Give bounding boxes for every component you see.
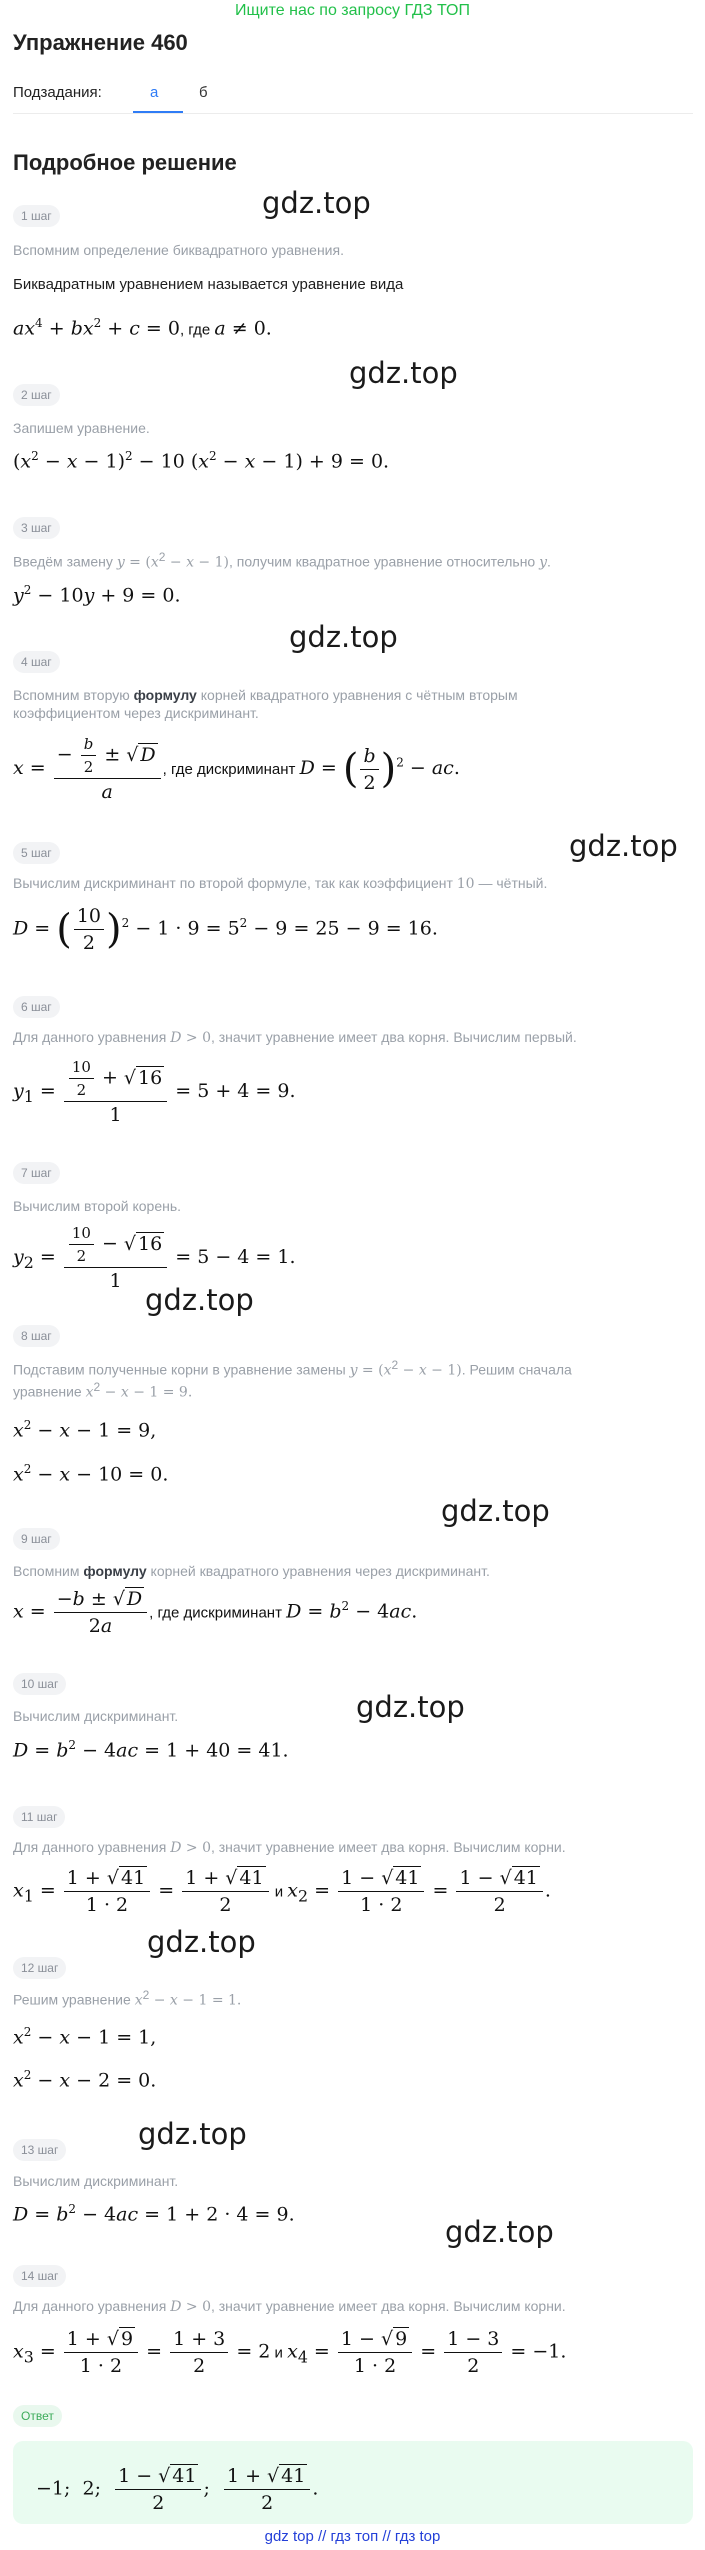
footer-links[interactable]: gdz top // гдз топ // гдз top <box>264 2528 441 2545</box>
step-badge-2: 2 шаг <box>13 384 60 406</box>
step-badge-4: 4 шаг <box>13 651 60 673</box>
subtasks-label: Подзадания: <box>13 84 102 101</box>
step-badge-14: 14 шаг <box>13 2265 66 2287</box>
step-badge-7: 7 шаг <box>13 1162 60 1184</box>
step-badge-12: 12 шаг <box>13 1957 66 1979</box>
step-badge-5: 5 шаг <box>13 842 60 864</box>
step-8-formula-1: $x^2 - x - 1 = 9$, <box>13 1418 157 1442</box>
watermark: gdz.top <box>569 829 678 863</box>
step-7-hint: Вычислим второй корень. <box>13 1198 182 1214</box>
step-5-hint: Вычислим дискриминант по второй формуле, так как коэффициент 10 — чётный. <box>13 875 548 892</box>
step-3-formula: $y^2 - 10y + 9 = 0$. <box>13 583 181 607</box>
step-2-hint: Запишем уравнение. <box>13 420 150 436</box>
tab-b[interactable]: б <box>199 84 208 101</box>
answer-badge: Ответ <box>13 2405 62 2427</box>
step-13-hint: Вычислим дискриминант. <box>13 2173 179 2189</box>
tab-a[interactable]: а <box>150 84 159 101</box>
step-11-hint: Для данного уравнения D > 0, значит уравнение имеет два корня. Вычислим корни. <box>13 1839 566 1856</box>
step-badge-6: 6 шаг <box>13 996 60 1018</box>
step-12-formula-1: $x^2 - x - 1 = 1$, <box>13 2025 157 2049</box>
watermark: gdz.top <box>138 2117 247 2151</box>
step-8-formula-2: $x^2 - x - 10 = 0$. <box>13 1462 169 1486</box>
step-1-formula: $ax^4 + bx^2 + c = 0$, где a ≠ 0. <box>13 316 272 340</box>
step-9-hint: Вспомним формулу корней квадратного уравнения через дискриминант. <box>13 1563 490 1579</box>
step-6-hint: Для данного уравнения D > 0, значит уравнение имеет два корня. Вычислим первый. <box>13 1029 577 1046</box>
watermark: gdz.top <box>441 1494 550 1528</box>
step-4-hint-2: коэффициентом через дискриминант. <box>13 705 259 721</box>
step-badge-3: 3 шаг <box>13 517 60 539</box>
step-10-formula: $D = b^2 - 4ac = 1 + 40 = 41$. <box>13 1738 289 1762</box>
step-3-hint: Введём замену $y = (x^2 - x - 1)$, получим квадратное уравнение относительно y. <box>13 550 551 571</box>
step-12-hint: Решим уравнение $x^2 - x - 1 = 1$. <box>13 1988 242 2009</box>
step-12-formula-2: $x^2 - x - 2 = 0$. <box>13 2068 157 2092</box>
step-8-hint-2: уравнение $x^2 - x - 1 = 9$. <box>13 1380 193 1401</box>
step-11-formula: $x_1$ = $\frac{1 + √ 41}{1 \cdot 2}$ = $\frac{1 + √ 41}{2}$ и $x_2$ = $\frac{1 - √ 41}{1 \cdot 2}$ = $\frac{1 - √ 41}{2}$ . <box>13 1867 551 1916</box>
divider <box>13 113 693 114</box>
step-badge-1: 1 шаг <box>13 205 60 227</box>
watermark: gdz.top <box>289 620 398 654</box>
watermark: gdz.top <box>356 1690 465 1724</box>
step-6-formula: $y_1$ = $\frac{10}{2}$ + √ 16 1 = 5 + 4 = 9. <box>13 1058 296 1126</box>
step-badge-13: 13 шаг <box>13 2139 66 2161</box>
step-4-formula: x = − $\frac{b}{2}$ ± √ D a , где дискриминант D = ( $\frac{b}{2}$ )$^2$ − ac. <box>13 735 460 803</box>
step-10-hint: Вычислим дискриминант. <box>13 1708 179 1724</box>
step-1-hint: Вспомним определение биквадратного уравнения. <box>13 242 344 258</box>
top-banner[interactable]: Ищите нас по запросу ГДЗ ТОП <box>235 2 470 19</box>
watermark: gdz.top <box>262 186 371 220</box>
step-badge-10: 10 шаг <box>13 1673 66 1695</box>
answer-formula: −1; 2; $\frac{1 - √ 41}{2}$ ; $\frac{1 + √ 41}{2}$ . <box>36 2465 319 2514</box>
step-1-text: Биквадратным уравнением называется уравнение вида <box>13 276 404 293</box>
watermark: gdz.top <box>147 1925 256 1959</box>
step-14-formula: $x_3$ = $\frac{1 + √ 9}{1 \cdot 2}$ = $\frac{1 + 3}{2}$ = 2 и $x_4$ = $\frac{1 - √ 9}{1 \cdot 2}$ = $\frac{1 - 3}{2}$ = −1. <box>13 2328 567 2377</box>
watermark: gdz.top <box>145 1283 254 1317</box>
step-5-formula: D = ( $\frac{10}{2}$ )$^2 - 1 \cdot 9 = 5^2 - 9 = 25 - 9 = 16$. <box>13 905 438 954</box>
section-title: Подробное решение <box>13 150 237 175</box>
watermark: gdz.top <box>349 356 458 390</box>
step-2-formula: $(x^2 - x - 1)^2 - 10$ $(x^2 - x - 1) + 9 = 0$. <box>13 449 390 473</box>
page-title: Упражнение 460 <box>13 30 188 55</box>
step-7-formula: $y_2$ = $\frac{10}{2}$ − √ 16 1 = 5 − 4 = 1. <box>13 1224 296 1292</box>
step-badge-9: 9 шаг <box>13 1528 60 1550</box>
step-badge-11: 11 шаг <box>13 1806 65 1828</box>
step-badge-8: 8 шаг <box>13 1325 60 1347</box>
step-14-hint: Для данного уравнения D > 0, значит уравнение имеет два корня. Вычислим корни. <box>13 2298 566 2315</box>
step-9-formula: x = $\frac{-b \pm √ D}{2a}$ , где дискриминант $D = b^2 - 4ac$. <box>13 1588 418 1637</box>
step-13-formula: $D = b^2 - 4ac = 1 + 2 \cdot 4 = 9$. <box>13 2202 295 2226</box>
step-4-hint: Вспомним вторую формулу корней квадратного уравнения с чётным вторым <box>13 687 518 703</box>
step-8-hint: Подставим полученные корни в уравнение замены $y = (x^2 - x - 1)$. Решим сначала <box>13 1358 572 1379</box>
watermark: gdz.top <box>445 2215 554 2249</box>
